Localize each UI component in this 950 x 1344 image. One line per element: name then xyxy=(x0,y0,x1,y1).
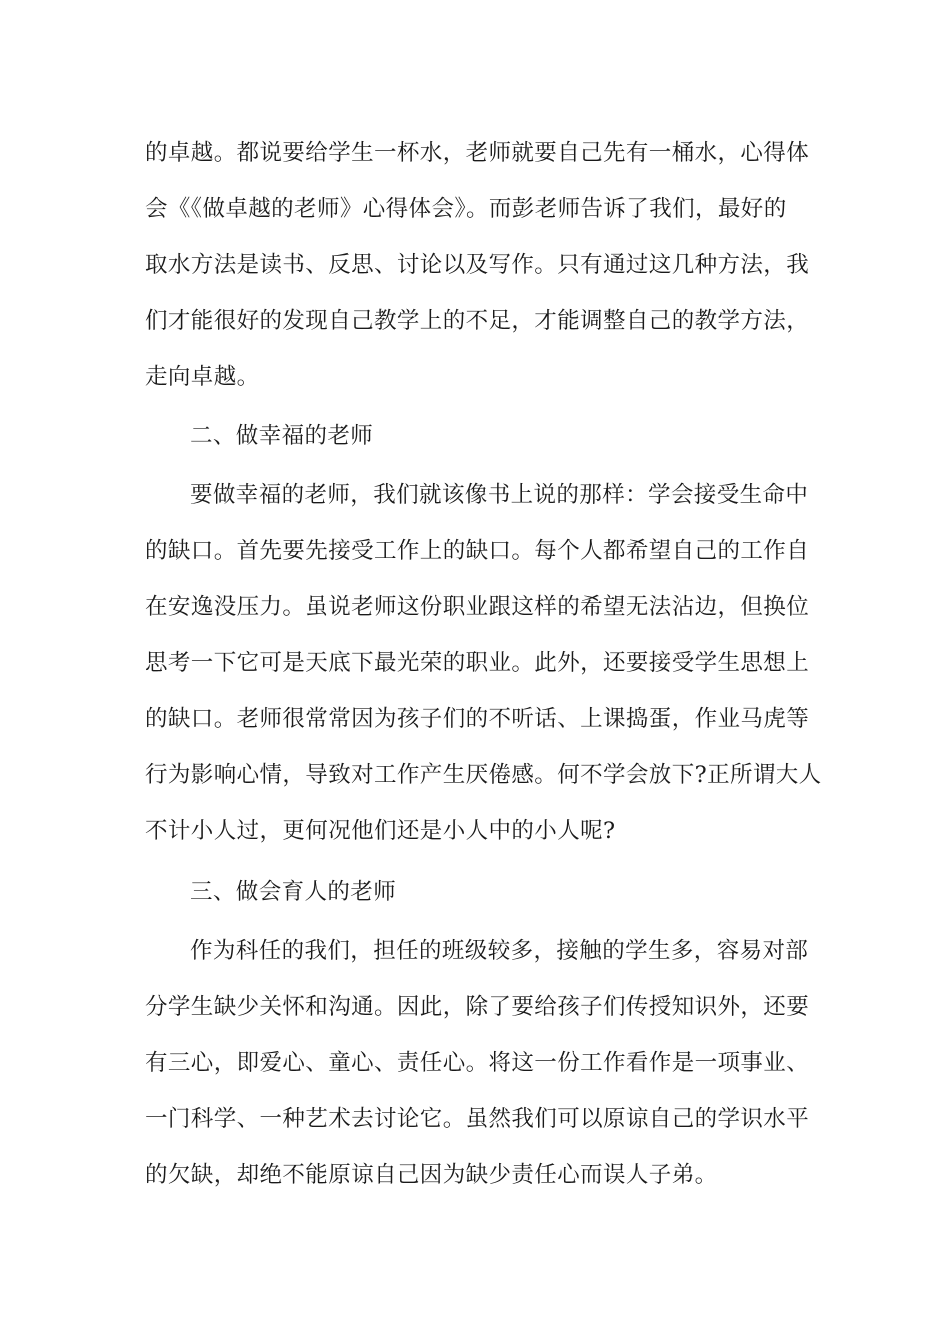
paragraph-line: 一门科学、一种艺术去讨论它。虽然我们可以原谅自己的学识水平 xyxy=(145,1106,810,1132)
paragraph-line: 会《《做卓越的老师》心得体会》。而彭老师告诉了我们，最好的 xyxy=(145,196,787,222)
paragraph-line: 的缺口。首先要先接受工作上的缺口。每个人都希望自己的工作自 xyxy=(145,538,810,564)
paragraph-line: 有三心，即爱心、童心、责任心。将这一份工作看作是一项事业、 xyxy=(145,1050,810,1076)
section-heading: 三、做会育人的老师 xyxy=(190,879,397,905)
paragraph-line: 要做幸福的老师，我们就该像书上说的那样：学会接受生命中 xyxy=(190,482,809,508)
section-heading: 二、做幸福的老师 xyxy=(190,423,374,449)
paragraph-line: 行为影响心情，导致对工作产生厌倦感。何不学会放下?正所谓大人 xyxy=(145,762,822,788)
paragraph-line: 作为科任的我们，担任的班级较多，接触的学生多，容易对部 xyxy=(190,938,809,964)
paragraph-line: 的欠缺，却绝不能原谅自己因为缺少责任心而误人子弟。 xyxy=(145,1162,718,1188)
paragraph-line: 思考一下它可是天底下最光荣的职业。此外，还要接受学生思想上 xyxy=(145,650,810,676)
paragraph-line: 们才能很好的发现自己教学上的不足，才能调整自己的教学方法， xyxy=(145,308,810,334)
paragraph-line: 在安逸没压力。虽说老师这份职业跟这样的希望无法沾边，但换位 xyxy=(145,594,810,620)
paragraph-line: 不计小人过，更何况他们还是小人中的小人呢? xyxy=(145,818,616,844)
paragraph-line: 取水方法是读书、反思、讨论以及写作。只有通过这几种方法，我 xyxy=(145,252,810,278)
paragraph-line: 分学生缺少关怀和沟通。因此，除了要给孩子们传授知识外，还要 xyxy=(145,994,810,1020)
paragraph-line: 的卓越。都说要给学生一杯水，老师就要自己先有一桶水，心得体 xyxy=(145,140,810,166)
paragraph-line: 走向卓越。 xyxy=(145,364,260,390)
paragraph-line: 的缺口。老师很常常因为孩子们的不听话、上课捣蛋，作业马虎等 xyxy=(145,706,810,732)
